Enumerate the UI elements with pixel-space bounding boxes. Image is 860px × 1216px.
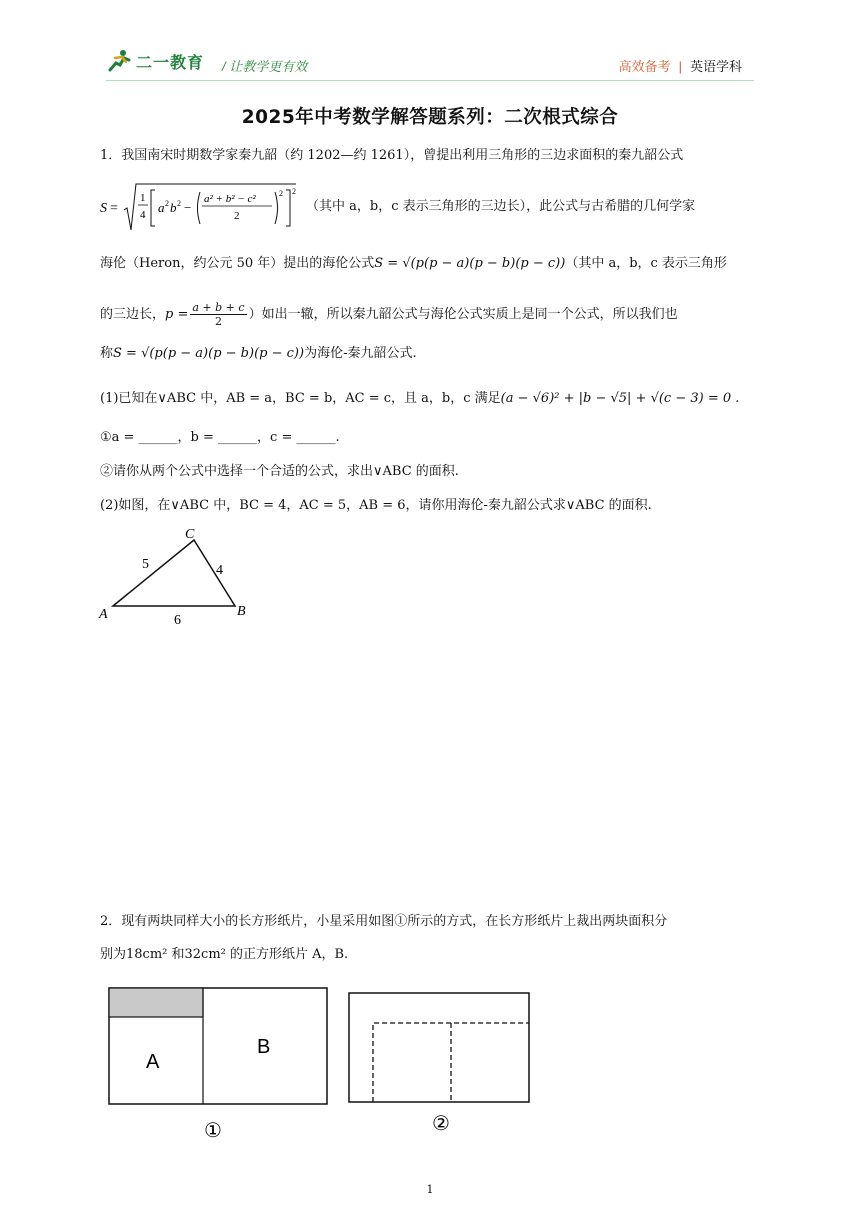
q1-line5-pre: 称 (100, 346, 114, 361)
svg-text:a² + b² − c²: a² + b² − c² (204, 193, 256, 205)
triangle-figure (95, 520, 260, 630)
q1-blanks: ①a = ______，b = ______，c = ______. (100, 430, 340, 445)
q1-line4 (100, 301, 678, 328)
svg-text:=: = (110, 201, 118, 216)
vertex-b: B (237, 604, 246, 619)
q1-line5 (100, 345, 417, 363)
page-title: 2025年中考数学解答题系列：二次根式综合 (241, 107, 619, 128)
side-ab-label: 6 (174, 613, 181, 628)
page-number: 1 (426, 1183, 434, 1196)
svg-text:1: 1 (140, 192, 146, 204)
q1-part2: (2)如图，在∨ABC 中，BC = 4，AC = 5，AB = 6，请你用海伦-秦九韶公式求∨ABC 的面积. (100, 498, 652, 513)
svg-text:a: a (158, 200, 165, 215)
header-subject: 英语学科 (689, 59, 742, 74)
fig1-label: ① (204, 1118, 222, 1142)
svg-text:2: 2 (165, 199, 169, 208)
logo-text: 二一教育 (136, 54, 205, 72)
vertex-a: A (99, 607, 108, 622)
q1-line5-after: 为海伦-秦九韶公式. (304, 346, 417, 361)
header-right (619, 56, 742, 75)
p-numerator: a + b + c (192, 301, 245, 314)
q1-part1-text: (1)已知在∨ABC 中，AB = a，BC = b，AC = c，且 a，b，c 满足 (100, 391, 501, 406)
p-label: p = (165, 307, 189, 322)
heron-formula-2: S = √(p(p − a)(p − b)(p − c)) (113, 346, 305, 361)
p-denominator: 2 (214, 315, 222, 328)
fig2-rectangle (349, 993, 529, 1102)
svg-text:S: S (100, 201, 107, 216)
svg-text:−: − (184, 200, 192, 215)
header-separator: | (678, 59, 682, 74)
slogan: / 让教学更有效 (222, 59, 308, 74)
runner-logo-icon (106, 48, 132, 74)
svg-text:2: 2 (234, 210, 240, 222)
svg-text:2: 2 (292, 187, 296, 196)
heron-formula: S = √(p(p − a)(p − b)(p − c)) (374, 256, 566, 271)
q1-line3 (100, 255, 727, 273)
side-bc-label: 4 (216, 563, 223, 578)
side-ac-label: 5 (142, 557, 149, 572)
svg-text:4: 4 (140, 209, 146, 221)
q1-line4-pre: 的三边长， (100, 307, 166, 322)
fig1-shaded-strip (109, 988, 203, 1017)
q1-part1b: ②请你从两个公式中选择一个合适的公式，求出∨ABC 的面积. (100, 464, 459, 479)
q1-line4-after: ）如出一辙，所以秦九韶公式与海伦公式实质上是同一个公式，所以我们也 (248, 307, 678, 322)
header-divider (106, 80, 754, 81)
header-tag: 高效备考 (618, 59, 671, 74)
logo (106, 48, 204, 74)
q1-line3-after: （其中 a，b，c 表示三角形 (565, 256, 727, 271)
q1-line2: （其中 a，b，c 表示三角形的三边长），此公式与古希腊的几何学家 (306, 199, 696, 214)
q1-part1 (100, 390, 739, 408)
qin-jiushao-formula (100, 182, 310, 234)
q1-condition: (a − √6)² + |b − √5| + √(c − 3) = 0 . (500, 391, 740, 406)
page-header (0, 0, 860, 90)
figure-2 (344, 988, 534, 1138)
svg-text:2: 2 (177, 199, 181, 208)
p-fraction (190, 301, 246, 328)
q1-line3-pre: 海伦（Heron，约公元 50 年）提出的海伦公式 (100, 256, 375, 271)
vertex-c: C (185, 527, 195, 542)
square-b-label: B (257, 1036, 271, 1058)
figure-1 (104, 984, 334, 1144)
svg-text:b: b (170, 200, 177, 215)
svg-text:2: 2 (279, 189, 283, 198)
q1-line1: 1．我国南宋时期数学家秦九韶（约 1202—约 1261），曾提出利用三角形的三边求面积的秦九韶公式 (100, 148, 684, 163)
q2-line2: 别为18cm² 和32cm² 的正方形纸片 A，B. (100, 947, 349, 962)
q2-line1: 2．现有两块同样大小的长方形纸片，小星采用如图①所示的方式，在长方形纸片上裁出两块面积分 (100, 914, 668, 929)
square-a-label: A (146, 1051, 160, 1073)
fig2-label: ② (432, 1111, 450, 1135)
